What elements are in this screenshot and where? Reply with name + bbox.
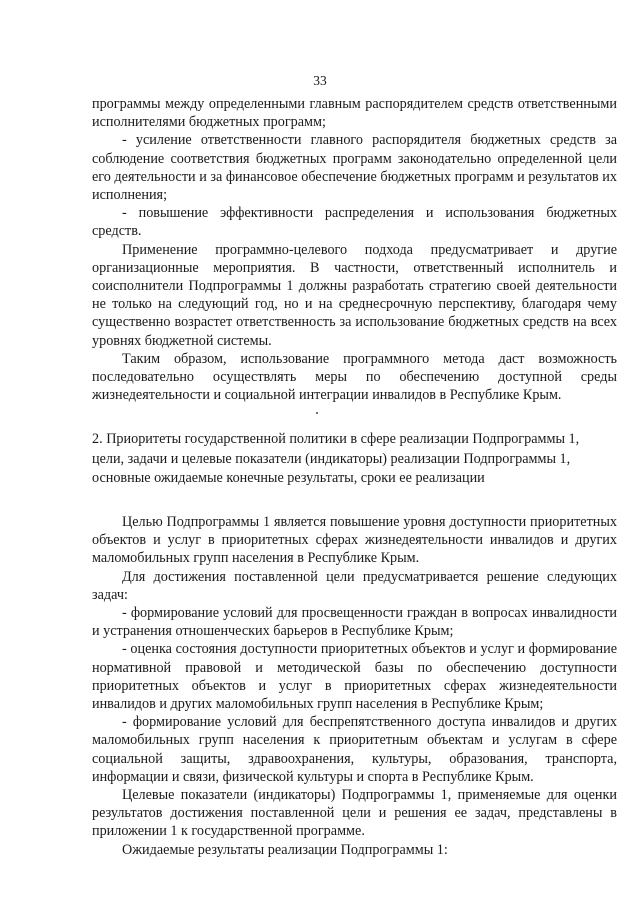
spacer: [92, 489, 617, 513]
paragraph: - оценка состояния доступности приоритетных объектов и услуг и формирование нормативной правовой и методической базы по обеспечению доступности приоритетных объектов и услуг в приоритетных сферах жизнедеятельности инвалидов и других маломобильных групп населения в Республике Крым;: [92, 641, 617, 712]
stray-mark: [92, 404, 617, 430]
paragraph: - повышение эффективности распределения и использования бюджетных средств.: [92, 205, 617, 240]
paragraph: Целевые показатели (индикаторы) Подпрограммы 1, применяемые для оценки результатов достижения поставленной цели и решения ее задач, представлены в приложении 1 к государственной программе.: [92, 787, 617, 840]
paragraph: - формирование условий для просвещенности граждан в вопросах инвалидности и устранения отношенческих барьеров в Республике Крым;: [92, 604, 617, 640]
section-heading-line: 2. Приоритеты государственной политики в сфере реализации Подпрограммы 1,: [92, 431, 580, 448]
paragraphs-bottom: [92, 513, 617, 859]
page-number: 33: [313, 73, 327, 88]
document-body: [92, 95, 617, 859]
paragraph: Для достижения поставленной цели предусматривается решение следующих задач:: [92, 568, 617, 603]
paragraph: Целью Подпрограммы 1 является повышение уровня доступности приоритетных объектов и услуг в приоритетных сферах жизнедеятельности инвалидов и других маломобильных групп населения в Республике Крым.: [92, 513, 617, 567]
paragraph: Применение программно-целевого подхода предусматривает и другие организационные мероприятия. В частности, ответственный исполнитель и соисполнители Подпрограммы 1 должны разработать стратегию своей деятельности не только на следующий год, но и на среднесрочную перспективу, благодаря чему существенно возрастет ответственность за использование бюджетных средств на всех уровнях бюджетной системы.: [92, 241, 617, 349]
section-heading: [92, 430, 617, 489]
section-heading-line: основные ожидаемые конечные результаты, сроки ее реализации: [92, 470, 485, 487]
paragraph: Ожидаемые результаты реализации Подпрограммы 1:: [122, 841, 448, 858]
dot-mark: [316, 412, 318, 414]
paragraph: Таким образом, использование программного метода даст возможность последовательно осуществлять меры по обеспечению доступной среды жизнедеятельности и социальной интеграции инвалидов в Республике Крым.: [92, 350, 617, 404]
paragraphs-top: [92, 95, 617, 404]
section-heading-line: цели, задачи и целевые показатели (индикаторы) реализации Подпрограммы 1,: [92, 450, 571, 467]
paragraph: программы между определенными главным распорядителем средств ответственными исполнителями бюджетных программ;: [92, 96, 617, 131]
paragraph: - формирование условий для беспрепятственного доступа инвалидов и других маломобильных групп населения к приоритетным объектам и услугам в сфере социальной защиты, здравоохранения, культуры, образования, транспорта, информации и связи, физической культуры и спорта в Республике Крым.: [92, 714, 617, 785]
paragraph: - усиление ответственности главного распорядителя бюджетных средств за соблюдение соответствия бюджетных программ законодательно определенной цели его деятельности и за финансовое обеспечение бюджетных программ и результатов их исполнения;: [92, 132, 617, 204]
